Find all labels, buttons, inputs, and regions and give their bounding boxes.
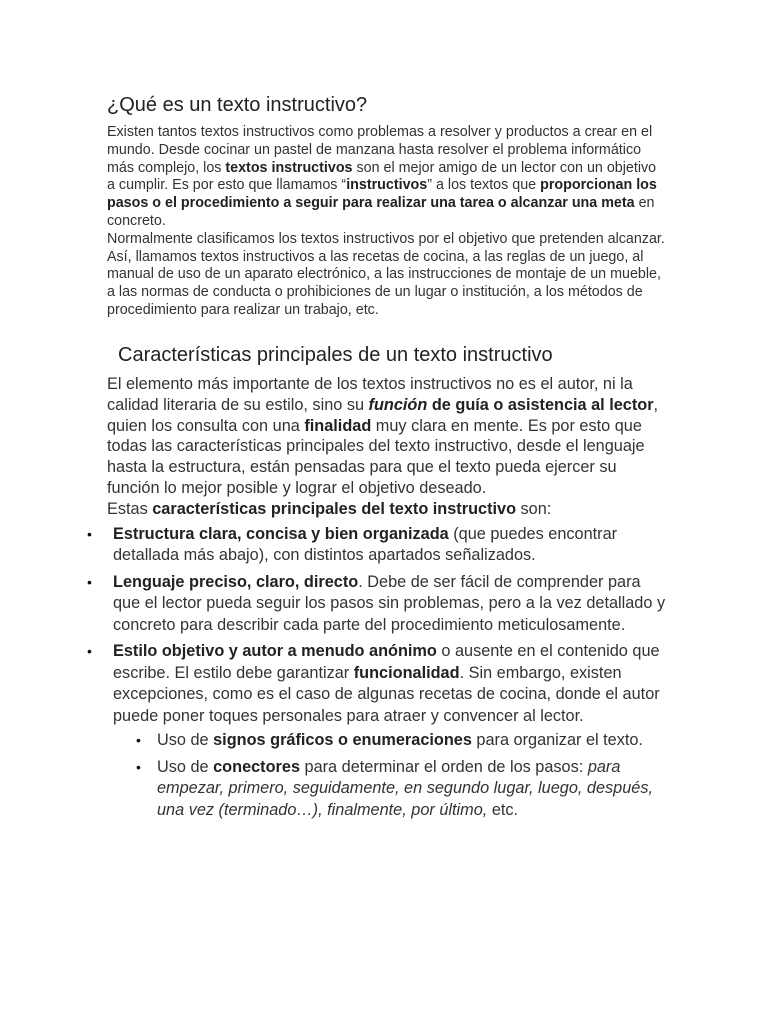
text-run: Uso de: [157, 757, 214, 776]
bold-text: Estilo objetivo y autor a menudo anónimo: [113, 642, 437, 661]
list-item: [157, 730, 667, 752]
section-characteristics: [107, 343, 667, 826]
bold-italic-text: función: [368, 395, 428, 414]
text-run: en concreto.: [107, 195, 655, 229]
bold-text: finalidad: [304, 416, 372, 435]
bold-text: de guía o asistencia al lector: [427, 395, 654, 414]
text-run: son:: [516, 499, 552, 518]
text-run: El elemento más importante de los textos instructivos no es el autor, ni la calidad literaria de su estilo, sino su: [107, 375, 633, 414]
text-run: son el mejor amigo de un lector con un objetivo a cumplir. Es por esto que llamamos “: [107, 159, 657, 194]
text-run: muy clara en mente. Es por esto que todas las características principales del texto instructivo, desde el lenguaje hasta la estructura, están pensadas para que el texto pueda ejercer su función lo mejor posible y lograr el objetivo deseado.: [107, 416, 645, 497]
bold-text: funcionalidad: [353, 663, 460, 682]
text-run: o ausente en el contenido que escribe. El estilo debe garantizar: [113, 642, 660, 682]
text-run: , quien los consulta con una: [107, 395, 659, 435]
text-run: ” a los textos que: [427, 177, 541, 194]
bold-text: instructivos: [346, 177, 428, 194]
section-title: ¿Qué es un texto instructivo?: [107, 94, 368, 116]
text-run: para determinar el orden de los pasos:: [300, 757, 588, 776]
text-run: . Sin embargo, existen excepciones, como es el caso de algunas recetas de cocina, donde el autor puede poner toques personales para atraer y convencer al lector.: [113, 663, 660, 725]
text-run: Existen tantos textos instructivos como problemas a resolver y productos a crear en el mundo. Desde cocinar un pastel de manzana hasta resolver el problema informático más complejo, los: [107, 124, 653, 176]
text-run: etc.: [487, 800, 519, 819]
list-item: [107, 572, 667, 637]
text-run: (que puedes encontrar detallada más abajo), con distintos apartados señalizados.: [113, 524, 618, 565]
bold-text: conectores: [213, 757, 300, 776]
text-run: Estas: [107, 499, 153, 518]
bold-text: Lenguaje preciso, claro, directo: [113, 572, 359, 591]
bold-text: signos gráficos o enumeraciones: [213, 731, 472, 750]
list-item: [107, 641, 667, 821]
text-run: Uso de: [157, 731, 214, 750]
list-item: [157, 757, 667, 822]
bold-text: características principales del texto instructivo: [152, 499, 517, 518]
text-run: . Debe de ser fácil de comprender para que el lector pueda seguir los pasos sin problemas, pero a la vez detallado y concreto para describir cada parte del procedimiento meticulosamente.: [113, 572, 666, 634]
section-title: Características principales de un texto instructivo: [118, 344, 553, 366]
sub-bullet-list: [157, 730, 667, 821]
bold-text: proporcionan los pasos o el procedimiento a seguir para realizar una tarea o alcanzar una meta: [107, 177, 657, 212]
paragraph: [107, 124, 667, 231]
paragraph: Normalmente clasificamos los textos instructivos por el objetivo que pretenden alcanzar. Así, llamamos textos instructivos a las recetas de cocina, a las reglas de un juego, al manual de uso de un aparato electrónico, a las instrucciones de montaje de un mueble, a las normas de conducta o prohibiciones de un lugar o institución, a los métodos de procedimiento para realizar un trabajo, etc.: [107, 230, 665, 318]
section-what-is: [107, 93, 667, 320]
list-item: [107, 524, 667, 567]
paragraph: [107, 499, 667, 520]
bold-text: Estructura clara, concisa y bien organizada: [113, 524, 449, 543]
bullet-list: [107, 524, 667, 822]
italic-text: para empezar, primero, seguidamente, en segundo lugar, luego, después, una vez (terminado…), finalmente, por último,: [157, 757, 653, 819]
text-run: para organizar el texto.: [471, 731, 643, 750]
bold-text: textos instructivos: [225, 159, 353, 176]
paragraph: [107, 374, 667, 499]
